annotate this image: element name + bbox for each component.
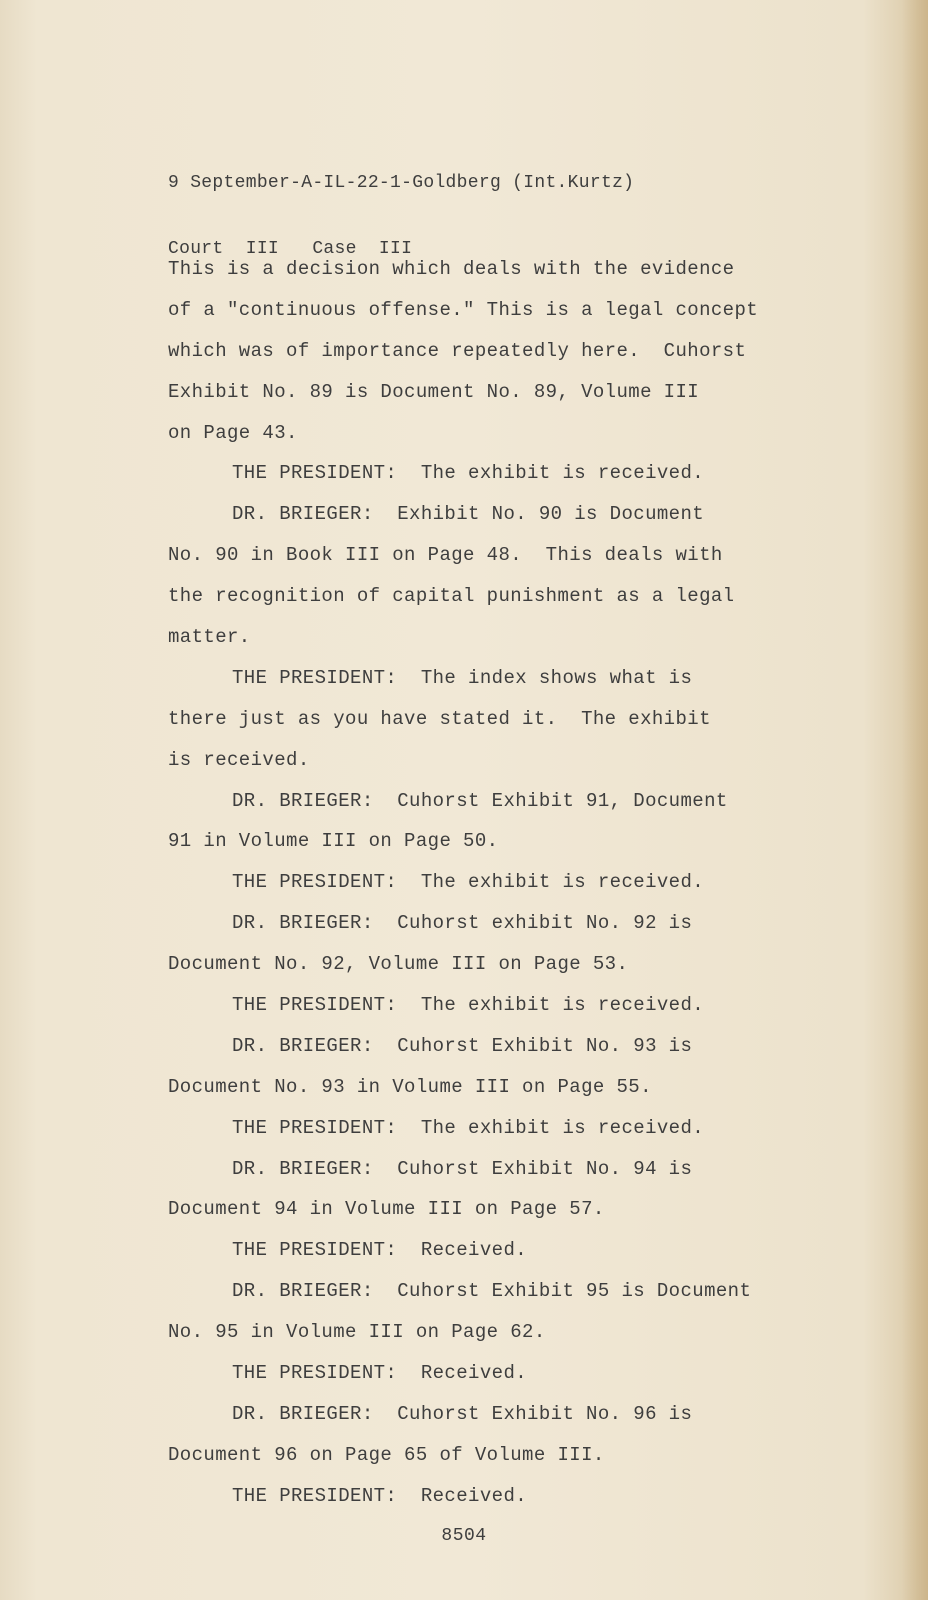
transcript-line: No. 90 in Book III on Page 48. This deals with: [168, 544, 723, 567]
transcript-line: This is a decision which deals with the evidence: [168, 258, 735, 280]
page-edge-shadow: [902, 0, 928, 1600]
transcript-body: [168, 249, 808, 1517]
transcript-line: of a "continuous offense." This is a legal concept: [168, 298, 759, 321]
transcript-line: DR. BRIEGER: Cuhorst Exhibit 95 is Document: [232, 1280, 752, 1303]
transcript-line: No. 95 in Volume III on Page 62.: [168, 1321, 546, 1344]
transcript-line: DR. BRIEGER: Cuhorst Exhibit No. 94 is: [232, 1157, 693, 1180]
transcript-line: THE PRESIDENT: The index shows what is: [232, 666, 693, 689]
transcript-line: Exhibit No. 89 is Document No. 89, Volume III: [168, 380, 700, 403]
transcript-line: 91 in Volume III on Page 50.: [168, 830, 499, 853]
page-number: 8504: [441, 1526, 487, 1546]
transcript-line: THE PRESIDENT: The exhibit is received.: [232, 462, 705, 485]
transcript-line: Document No. 93 in Volume III on Page 55.: [168, 1075, 652, 1098]
transcript-line: is received.: [168, 748, 310, 771]
transcript-line: DR. BRIEGER: Exhibit No. 90 is Document: [232, 503, 705, 526]
transcript-line: DR. BRIEGER: Cuhorst Exhibit 91, Document: [232, 789, 728, 812]
transcript-line: DR. BRIEGER: Cuhorst Exhibit No. 93 is: [232, 1034, 693, 1057]
transcript-line: which was of importance repeatedly here. Cuhorst: [168, 339, 747, 362]
transcript-line: THE PRESIDENT: Received.: [232, 1484, 528, 1507]
transcript-line: THE PRESIDENT: The exhibit is received.: [232, 1116, 705, 1139]
transcript-line: Document No. 92, Volume III on Page 53.: [168, 953, 629, 976]
transcript-line: THE PRESIDENT: The exhibit is received.: [232, 994, 705, 1017]
transcript-line: there just as you have stated it. The exhibit: [168, 707, 711, 730]
header-line-court-case: Court III Case III: [168, 239, 413, 259]
transcript-line: Document 94 in Volume III on Page 57.: [168, 1198, 605, 1221]
transcript-line: matter.: [168, 626, 251, 649]
transcript-line: on Page 43.: [168, 421, 298, 444]
header-line-date-case-id: 9 September-A-IL-22-1-Goldberg (Int.Kurtz): [168, 173, 635, 193]
transcript-line: the recognition of capital punishment as a legal: [168, 585, 735, 608]
transcript-line: DR. BRIEGER: Cuhorst Exhibit No. 96 is: [232, 1402, 693, 1425]
transcript-line: THE PRESIDENT: Received.: [232, 1239, 528, 1262]
transcript-line: DR. BRIEGER: Cuhorst exhibit No. 92 is: [232, 912, 693, 935]
transcript-line: THE PRESIDENT: Received.: [232, 1362, 528, 1385]
transcript-line: Document 96 on Page 65 of Volume III.: [168, 1443, 605, 1466]
transcript-line: THE PRESIDENT: The exhibit is received.: [232, 871, 705, 894]
